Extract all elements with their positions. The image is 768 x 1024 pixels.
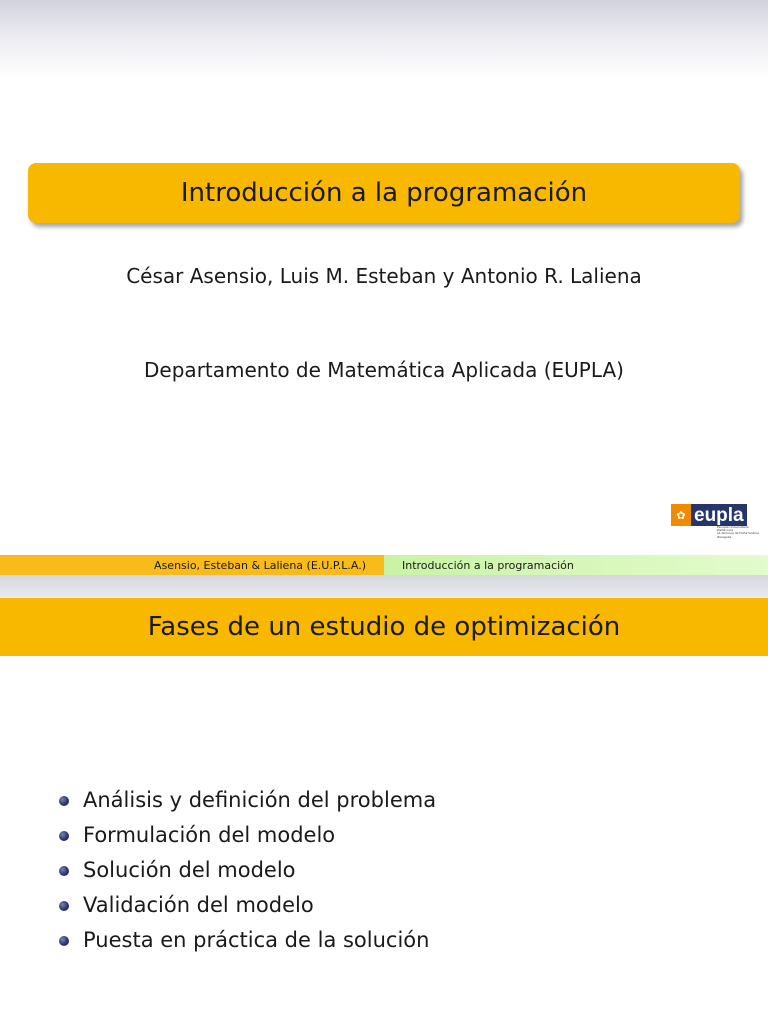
presentation-title-box (28, 163, 740, 223)
bullet-icon (59, 866, 69, 876)
slide-footer (0, 555, 768, 575)
list-item (0, 926, 768, 961)
frame-title-text: Fases de un estudio de optimización (147, 612, 621, 642)
logo-line: Zaragoza (717, 534, 732, 539)
presentation-title: Introducción a la programación (180, 178, 588, 208)
list-item-text: Formulación del modelo (83, 823, 336, 847)
footer-authors (0, 555, 384, 575)
header-gradient (0, 0, 768, 78)
footer-title-text: Introducción a la programación (402, 558, 574, 572)
logo-wordmark: eupla (691, 504, 747, 526)
logo-subtitle (717, 526, 765, 539)
list-item-text: Puesta en práctica de la solución (83, 928, 430, 952)
authors: César Asensio, Luis M. Esteban y Antonio R. Laliena (126, 264, 642, 288)
footer-authors-text: Asensio, Esteban & Laliena (E.U.P.L.A.) (154, 558, 366, 572)
page-separator (0, 575, 768, 598)
list-item (0, 786, 768, 821)
frame-title (0, 598, 768, 656)
institute: Departamento de Matemática Aplicada (EUPLA) (144, 358, 624, 382)
bullet-list (0, 786, 768, 961)
logo-mark (671, 504, 747, 526)
list-item (0, 821, 768, 856)
logo-emblem-icon: ✿ (671, 504, 691, 526)
list-item (0, 856, 768, 891)
footer-title (384, 555, 768, 575)
bullet-icon (59, 936, 69, 946)
eupla-logo (671, 504, 765, 540)
bullet-icon (59, 901, 69, 911)
list-item (0, 891, 768, 926)
bullet-icon (59, 831, 69, 841)
content-slide (0, 598, 768, 1024)
logo-line: Escuela Universitaria Politécnica (717, 525, 749, 533)
list-item-text: Solución del modelo (83, 858, 296, 882)
logo-line: La Almunia de Doña Godina (717, 531, 759, 536)
list-item-text: Validación del modelo (83, 893, 314, 917)
list-item-text: Análisis y definición del problema (83, 788, 437, 812)
bullet-icon (59, 796, 69, 806)
